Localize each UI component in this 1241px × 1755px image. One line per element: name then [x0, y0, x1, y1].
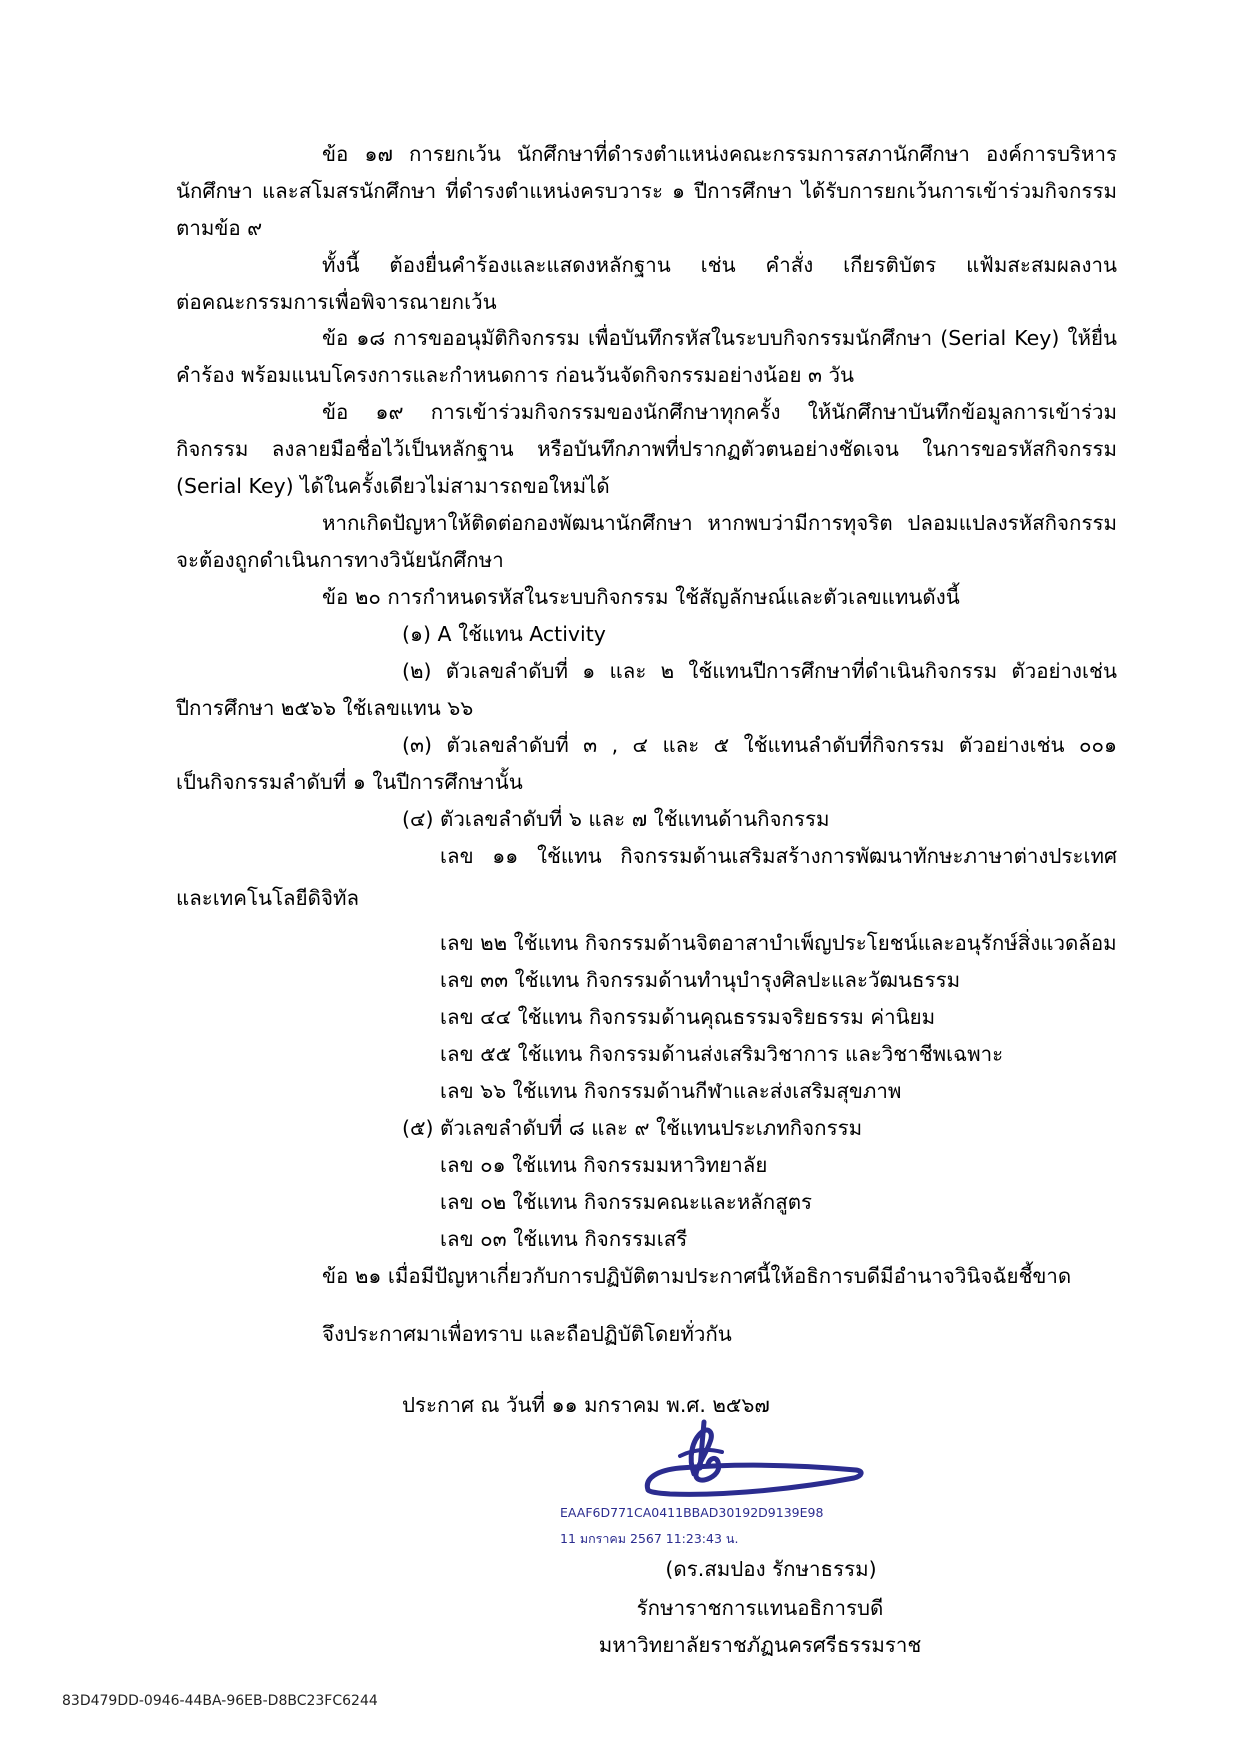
problem-line-1: หากเกิดปัญหาให้ติดต่อกองพัฒนานักศึกษา หากพบว่ามีการทุจริต ปลอมแปลงรหัสกิจกรรม [322, 511, 1117, 535]
clause-17-line-3: ตามข้อ ๙ [176, 216, 263, 240]
exemption-line-2: ต่อคณะกรรมการเพื่อพิจารณายกเว้น [176, 290, 497, 314]
handwritten-signature [640, 1418, 870, 1506]
item-3-line-2: เป็นกิจกรรมลำดับที่ ๑ ในปีการศึกษานั้น [176, 770, 523, 794]
announcement-date: ประกาศ ณ วันที่ ๑๑ มกราคม พ.ศ. ๒๕๖๗ [402, 1393, 770, 1417]
item-5-code-03: เลข ๐๓ ใช้แทน กิจกรรมเสรี [440, 1227, 688, 1251]
item-2-line-2: ปีการศึกษา ๒๕๖๖ ใช้เลขแทน ๖๖ [176, 696, 474, 720]
item-4-code-11-line-2: และเทคโนโลยีดิจิทัล [176, 886, 360, 910]
item-5-code-02: เลข ๐๒ ใช้แทน กิจกรรมคณะและหลักสูตร [440, 1190, 813, 1214]
item-5-code-01: เลข ๐๑ ใช้แทน กิจกรรมมหาวิทยาลัย [440, 1153, 768, 1177]
item-4: (๔) ตัวเลขลำดับที่ ๖ และ ๗ ใช้แทนด้านกิจกรรม [402, 807, 830, 831]
clause-19-line-1: ข้อ ๑๙ การเข้าร่วมกิจกรรมของนักศึกษาทุกครั้ง ให้นักศึกษาบันทึกข้อมูลการเข้าร่วม [322, 400, 1117, 424]
signer-position: รักษาราชการแทนอธิการบดี [636, 1596, 884, 1620]
exemption-line-1: ทั้งนี้ ต้องยื่นคำร้องและแสดงหลักฐาน เช่น คำสั่ง เกียรติบัตร แฟ้มสะสมผลงาน [322, 253, 1117, 277]
item-4-code-33: เลข ๓๓ ใช้แทน กิจกรรมด้านทำนุบำรุงศิลปะและวัฒนธรรม [440, 968, 961, 992]
signer-organization: มหาวิทยาลัยราชภัฏนครศรีธรรมราช [598, 1633, 922, 1657]
clause-18-line-1: ข้อ ๑๘ การขออนุมัติกิจกรรม เพื่อบันทึกรหัสในระบบกิจกรรมนักศึกษา (Serial Key) ให้ยื่น [322, 326, 1117, 350]
signature-hash: EAAF6D771CA0411BBAD30192D9139E98 [560, 1505, 824, 1520]
signature-timestamp: 11 มกราคม 2567 11:23:43 น. [560, 1531, 739, 1546]
signer-name: (ดร.สมปอง รักษาธรรม) [665, 1557, 877, 1581]
item-1: (๑) A ใช้แทน Activity [402, 622, 606, 646]
clause-21: ข้อ ๒๑ เมื่อมีปัญหาเกี่ยวกับการปฏิบัติตามประกาศนี้ให้อธิการบดีมีอำนาจวินิจฉัยชี้ขาด [322, 1264, 1072, 1288]
document-id: 83D479DD-0946-44BA-96EB-D8BC23FC6244 [62, 1693, 378, 1709]
clause-17-line-2: นักศึกษา และสโมสรนักศึกษา ที่ดำรงตำแหน่งครบวาระ ๑ ปีการศึกษา ได้รับการยกเว้นการเข้าร่วมกิจกรรม [176, 179, 1117, 203]
problem-line-2: จะต้องถูกดำเนินการทางวินัยนักศึกษา [176, 548, 504, 572]
closing-statement: จึงประกาศมาเพื่อทราบ และถือปฏิบัติโดยทั่วกัน [322, 1322, 732, 1346]
item-3-line-1: (๓) ตัวเลขลำดับที่ ๓ , ๔ และ ๕ ใช้แทนลำดับที่กิจกรรม ตัวอย่างเช่น ๐๐๑ [402, 733, 1117, 757]
clause-19-line-3: (Serial Key) ได้ในครั้งเดียวไม่สามารถขอใหม่ได้ [176, 474, 610, 498]
item-4-code-44: เลข ๔๔ ใช้แทน กิจกรรมด้านคุณธรรมจริยธรรม ค่านิยม [440, 1005, 936, 1029]
clause-19-line-2: กิจกรรม ลงลายมือชื่อไว้เป็นหลักฐาน หรือบันทึกภาพที่ปรากฏตัวตนอย่างชัดเจน ในการขอรหัสกิจกรรม [176, 437, 1117, 461]
clause-17-line-1: ข้อ ๑๗ การยกเว้น นักศึกษาที่ดำรงตำแหน่งคณะกรรมการสภานักศึกษา องค์การบริหาร [322, 142, 1117, 166]
clause-18-line-2: คำร้อง พร้อมแนบโครงการและกำหนดการ ก่อนวันจัดกิจกรรมอย่างน้อย ๓ วัน [176, 363, 855, 387]
item-4-code-22: เลข ๒๒ ใช้แทน กิจกรรมด้านจิตอาสาบำเพ็ญประโยชน์และอนุรักษ์สิ่งแวดล้อม [440, 931, 1117, 955]
item-4-code-55: เลข ๕๕ ใช้แทน กิจกรรมด้านส่งเสริมวิชาการ และวิชาชีพเฉพาะ [440, 1042, 1004, 1066]
clause-20-heading: ข้อ ๒๐ การกำหนดรหัสในระบบกิจกรรม ใช้สัญลักษณ์และตัวเลขแทนดังนี้ [322, 585, 960, 609]
item-4-code-11-line-1: เลข ๑๑ ใช้แทน กิจกรรมด้านเสริมสร้างการพัฒนาทักษะภาษาต่างประเทศ [440, 844, 1117, 868]
item-4-code-66: เลข ๖๖ ใช้แทน กิจกรรมด้านกีฬาและส่งเสริมสุขภาพ [440, 1079, 902, 1103]
item-2-line-1: (๒) ตัวเลขลำดับที่ ๑ และ ๒ ใช้แทนปีการศึกษาที่ดำเนินกิจกรรม ตัวอย่างเช่น [402, 659, 1117, 683]
item-5: (๕) ตัวเลขลำดับที่ ๘ และ ๙ ใช้แทนประเภทกิจกรรม [402, 1116, 863, 1140]
